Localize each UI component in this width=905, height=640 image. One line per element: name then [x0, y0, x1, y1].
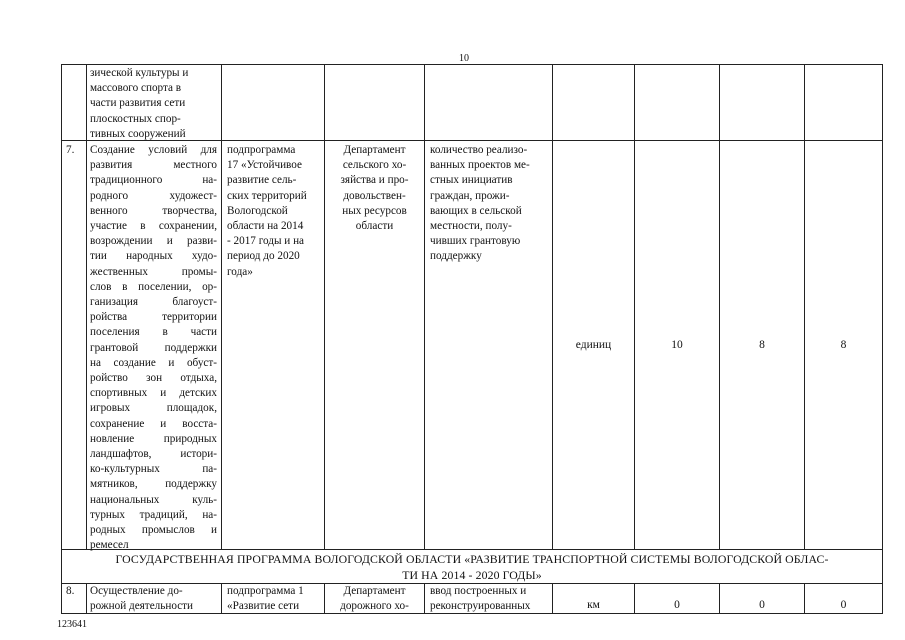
text-line: вающих в сельской: [430, 204, 522, 217]
row7-department: [326, 143, 423, 234]
text-line: ко-культурных па-: [90, 463, 217, 476]
row7-indicator: [430, 143, 550, 265]
text-line: 17 «Устойчивое: [227, 159, 302, 172]
text-line: возрождении и разви-: [90, 235, 217, 248]
text-line: местности, полу-: [430, 220, 512, 233]
table-top-border: [61, 64, 883, 65]
row7-measure-name: [90, 143, 217, 553]
text-line: на создание и обуст-: [90, 356, 217, 369]
text-line: зяйства и про-: [340, 174, 409, 187]
text-line: тии народных худо-: [90, 250, 217, 263]
text-line: турных традиций, на-: [90, 508, 217, 521]
col-border: [324, 583, 325, 613]
text-line: части развития сети: [90, 97, 186, 110]
text-line: грантовой поддержки: [90, 341, 217, 354]
row7-value-3: 8: [840, 339, 847, 351]
row8-program: [227, 584, 322, 614]
row8-value-3: 0: [840, 599, 847, 611]
text-line: участие в сохранении,: [90, 220, 217, 233]
text-line: массового спорта в: [90, 82, 182, 95]
row8-department: [326, 584, 423, 614]
text-line: развитие сель-: [227, 174, 297, 187]
text-line: игровых площадок,: [90, 402, 217, 415]
text-line: национальных куль-: [90, 493, 217, 506]
text-line: подпрограмма 1: [227, 585, 304, 597]
col-border: [804, 64, 805, 550]
col-border: [424, 583, 425, 613]
text-line: плоскостных спор-: [90, 112, 181, 125]
text-line: ских территорий: [227, 189, 307, 202]
text-line: ройства территории: [90, 311, 217, 324]
text-line: родного художест-: [90, 189, 217, 202]
col-border: [86, 583, 87, 613]
text-line: Создание условий для: [90, 144, 217, 156]
text-line: поселения в части: [90, 326, 217, 339]
row7-value-2: 8: [759, 339, 765, 351]
text-line: дорожного хо-: [340, 600, 409, 613]
col-border: [221, 64, 222, 550]
text-line: венного творчества,: [90, 204, 217, 217]
text-line: ГОСУДАРСТВЕННАЯ ПРОГРАММА ВОЛОГОДСКОЙ ОБЛАСТИ «РАЗВИТИЕ ТРАНСПОРТНОЙ СИСТЕМЫ ВОЛОГОДСКОЙ ОБЛАС-: [115, 552, 829, 566]
prev-row-measure-name: [90, 66, 218, 142]
text-line: зической культуры и: [90, 67, 189, 79]
text-line: жественных промы-: [90, 265, 217, 278]
program-section-header: [62, 551, 882, 583]
text-line: количество реализо-: [430, 144, 528, 156]
col-border: [324, 64, 325, 550]
text-line: подпрограмма: [227, 144, 296, 156]
row7-unit: единиц: [575, 339, 612, 351]
col-border: [882, 64, 883, 613]
text-line: чивших грантовую: [430, 235, 521, 248]
text-line: рожной деятельности: [90, 600, 194, 613]
text-line: ТИ НА 2014 - 2020 ГОДЫ»: [402, 568, 542, 582]
text-line: граждан, прожи-: [430, 189, 510, 202]
row8-number: 8.: [66, 585, 75, 597]
col-border: [424, 64, 425, 550]
text-line: ганизация благоуст-: [90, 296, 217, 309]
row7-value-1: 10: [671, 339, 683, 351]
text-line: реконструированных: [430, 600, 531, 613]
text-line: спортивных и детских: [90, 387, 217, 400]
text-line: «Развитие сети: [227, 600, 300, 613]
text-line: Осуществление до-: [90, 585, 183, 597]
text-line: ных ресурсов: [342, 204, 407, 217]
row8-unit: км: [587, 599, 600, 611]
text-line: Департамент: [343, 585, 406, 597]
text-line: поддержку: [430, 250, 482, 263]
text-line: ванных проектов ме-: [430, 159, 530, 172]
text-line: тивных сооружений: [90, 127, 186, 140]
row8-value-1: 0: [674, 599, 680, 611]
col-border: [86, 64, 87, 550]
col-border: [719, 64, 720, 550]
text-line: сельского хо-: [342, 159, 407, 172]
page-number: 10: [459, 53, 469, 64]
text-line: мятников, поддержку: [90, 478, 217, 491]
text-line: новление природных: [90, 432, 217, 445]
row7-number: 7.: [66, 144, 75, 156]
document-id: 123641: [57, 619, 87, 630]
col-border: [552, 64, 553, 550]
text-line: развития местного: [90, 159, 217, 172]
text-line: Вологодской: [227, 204, 288, 217]
text-line: сохранение и восста-: [90, 417, 217, 430]
col-border: [634, 64, 635, 550]
row7-program: [227, 143, 322, 280]
text-line: стных инициатив: [430, 174, 513, 187]
text-line: Департамент: [343, 144, 406, 156]
text-line: области: [355, 220, 394, 233]
col-border: [221, 583, 222, 613]
text-line: - 2017 годы и на: [227, 235, 305, 248]
text-line: родных промыслов и: [90, 524, 217, 537]
row8-measure-name: [90, 584, 218, 614]
text-line: ландшафтов, истори-: [90, 448, 217, 461]
text-line: довольствен-: [343, 189, 406, 202]
text-line: слов в поселении, ор-: [90, 280, 217, 293]
text-line: традиционного на-: [90, 174, 217, 187]
text-line: года»: [227, 265, 253, 278]
text-line: ройство зон отдыха,: [90, 372, 217, 385]
row8-indicator: [430, 584, 550, 614]
row8-value-2: 0: [759, 599, 765, 611]
text-line: области на 2014: [227, 220, 304, 233]
text-line: ввод построенных и: [430, 585, 527, 597]
text-line: период до 2020: [227, 250, 300, 263]
col-border: [61, 64, 62, 613]
text-line: ремесел: [90, 539, 129, 552]
